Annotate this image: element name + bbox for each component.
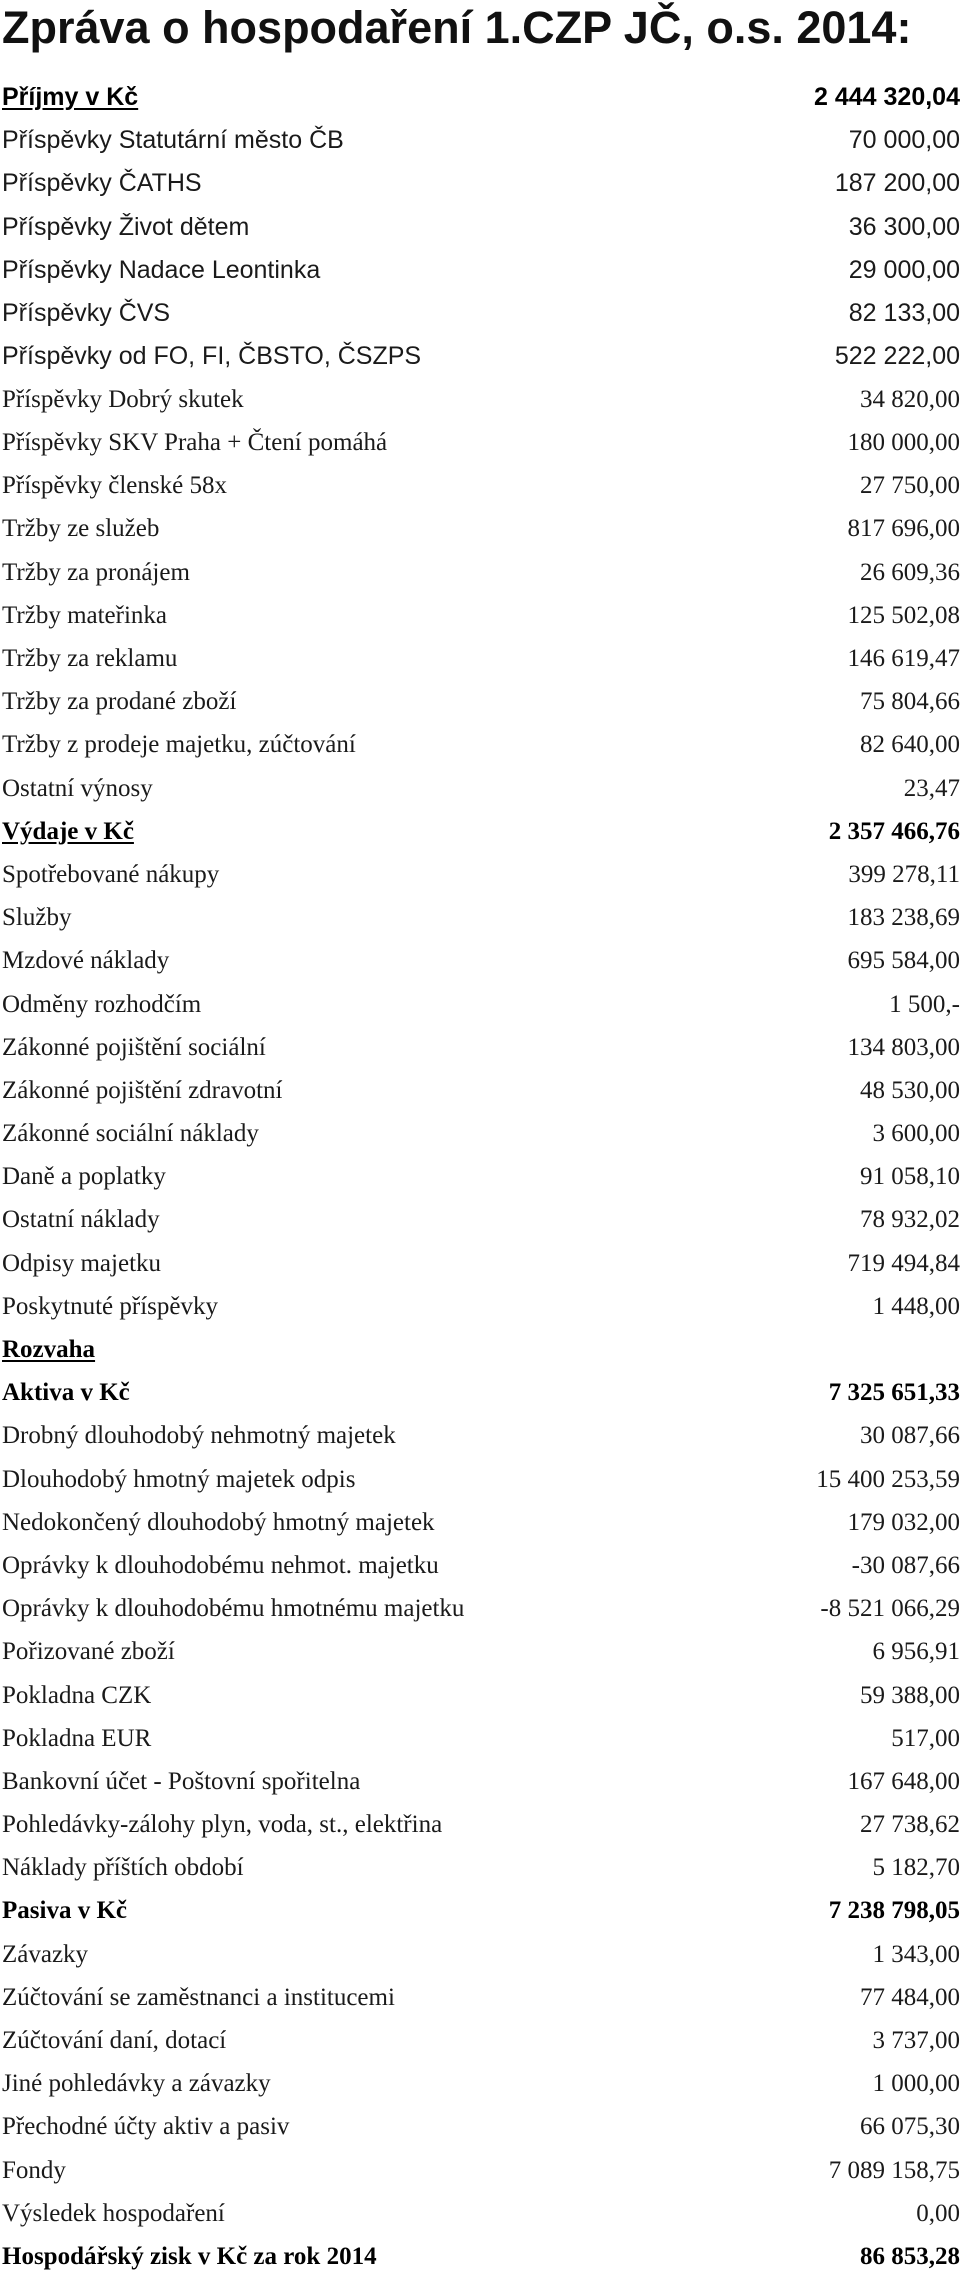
row-label: Příspěvky Statutární město ČB [2,126,344,155]
table-row [2,2149,960,2192]
row-value: 125 502,08 [847,601,960,629]
row-label: Oprávky k dlouhodobému hmotnému majetku [2,1595,465,1623]
row-label: Služby [2,904,72,932]
row-value: 15 400 253,59 [816,1465,960,1493]
table-row [2,551,960,594]
row-label: Mzdové náklady [2,947,170,975]
row-label: Hospodářský zisk v Kč za rok 2014 [2,2242,377,2270]
row-value: 3 600,00 [872,1120,960,1148]
row-value: 48 530,00 [860,1076,960,1104]
row-value: 179 032,00 [847,1508,960,1536]
section-heading-row [2,1372,960,1415]
row-value: 2 357 466,76 [828,817,960,845]
row-label: Příspěvky ČATHS [2,169,202,198]
row-label: Pokladna CZK [2,1681,152,1709]
row-value: 3 737,00 [872,2027,960,2055]
table-row [2,1026,960,1069]
row-label: Výdaje v Kč [2,817,134,845]
row-value: 7 325 651,33 [828,1379,960,1407]
row-label: Náklady příštích období [2,1854,244,1882]
row-value: 70 000,00 [848,126,960,155]
row-label: Pokladna EUR [2,1724,152,1752]
table-row [2,2106,960,2149]
row-label: Zúčtování se zaměstnanci a institucemi [2,1983,395,2011]
row-value: 30 087,66 [860,1422,960,1450]
table-row [2,1631,960,1674]
row-value: 134 803,00 [847,1033,960,1061]
table-row [2,1847,960,1890]
table-row [2,724,960,767]
row-value: -8 521 066,29 [820,1595,960,1623]
row-value: -30 087,66 [851,1551,960,1579]
row-value: 29 000,00 [848,255,960,284]
table-row [2,1156,960,1199]
row-value: 86 853,28 [860,2242,960,2270]
row-value: 1 343,00 [872,1940,960,1968]
table-row [2,1415,960,1458]
row-value: 1 448,00 [872,1292,960,1320]
row-label: Fondy [2,2156,66,2184]
table-row [2,594,960,637]
row-value: 6 956,91 [872,1638,960,1666]
table-row [2,853,960,896]
table-row [2,1976,960,2019]
table-row [2,1588,960,1631]
table-row [2,940,960,983]
row-value: 817 696,00 [847,515,960,543]
table-row [2,1501,960,1544]
row-value: 23,47 [903,774,960,802]
table-row [2,2192,960,2235]
row-label: Daně a poplatky [2,1163,166,1191]
row-value: 0,00 [916,2199,960,2227]
row-label: Dlouhodobý hmotný majetek odpis [2,1465,356,1493]
document-title: Zpráva o hospodaření 1.CZP JČ, o.s. 2014: [2,2,912,53]
row-value: 517,00 [891,1724,960,1752]
section-heading-row [2,1328,960,1371]
row-label: Pohledávky-zálohy plyn, voda, st., elektřina [2,1811,443,1839]
row-label: Oprávky k dlouhodobému nehmot. majetku [2,1551,439,1579]
table-row [2,897,960,940]
row-label: Zúčtování daní, dotací [2,2027,227,2055]
table-row [2,465,960,508]
table-row [2,1760,960,1803]
row-value: 5 182,70 [872,1854,960,1882]
row-value: 78 932,02 [860,1206,960,1234]
table-row [2,206,960,249]
section-heading-row [2,810,960,853]
table-row [2,1458,960,1501]
row-value: 82 133,00 [848,299,960,328]
row-label: Tržby z prodeje majetku, zúčtování [2,731,356,759]
table-row [2,1804,960,1847]
row-value: 180 000,00 [847,429,960,457]
row-label: Příspěvky od FO, FI, ČBSTO, ČSZPS [2,342,422,371]
row-value: 27 738,62 [860,1811,960,1839]
row-label: Zákonné pojištění sociální [2,1033,266,1061]
row-value: 2 444 320,04 [814,83,960,112]
row-label: Závazky [2,1940,89,1968]
row-value: 167 648,00 [847,1767,960,1795]
row-label: Spotřebované nákupy [2,860,220,888]
row-value: 399 278,11 [848,860,960,888]
row-label: Přechodné účty aktiv a pasiv [2,2113,290,2141]
table-row [2,1069,960,1112]
table-row [2,681,960,724]
row-value: 59 388,00 [860,1681,960,1709]
table-row [2,1113,960,1156]
table-row [2,119,960,162]
section-heading-row [2,1890,960,1933]
table-row [2,1674,960,1717]
section-heading-row [2,2235,960,2278]
row-label: Tržby ze služeb [2,515,160,543]
row-label: Aktiva v Kč [2,1379,130,1407]
table-row [2,1285,960,1328]
table-row [2,1717,960,1760]
row-value: 91 058,10 [860,1163,960,1191]
row-label: Ostatní výnosy [2,774,153,802]
row-label: Tržby za pronájem [2,558,190,586]
table-row [2,378,960,421]
row-label: Výsledek hospodaření [2,2199,225,2227]
table-row [2,767,960,810]
row-label: Příspěvky Dobrý skutek [2,385,244,413]
row-label: Zákonné sociální náklady [2,1120,259,1148]
financial-report-table [2,76,960,2279]
section-heading-row [2,76,960,119]
row-value: 82 640,00 [860,731,960,759]
row-value: 187 200,00 [834,169,960,198]
row-label: Bankovní účet - Poštovní spořitelna [2,1767,361,1795]
row-value: 36 300,00 [848,212,960,241]
table-row [2,1199,960,1242]
row-label: Odměny rozhodčím [2,990,202,1018]
row-label: Příspěvky Nadace Leontinka [2,255,321,284]
row-label: Pasiva v Kč [2,1897,127,1925]
row-value: 75 804,66 [860,688,960,716]
row-label: Jiné pohledávky a závazky [2,2070,271,2098]
row-label: Příspěvky Život dětem [2,212,250,241]
row-value: 7 238 798,05 [828,1897,960,1925]
table-row [2,983,960,1026]
row-value: 183 238,69 [847,904,960,932]
row-label: Ostatní náklady [2,1206,160,1234]
table-row [2,1933,960,1976]
table-row [2,2063,960,2106]
row-label: Rozvaha [2,1336,96,1364]
row-value: 146 619,47 [847,645,960,673]
row-value: 34 820,00 [860,385,960,413]
table-row [2,508,960,551]
table-row [2,422,960,465]
row-label: Příspěvky členské 58x [2,472,227,500]
row-value: 522 222,00 [834,342,960,371]
row-value: 719 494,84 [847,1249,960,1277]
table-row [2,637,960,680]
row-value: 27 750,00 [860,472,960,500]
row-label: Příjmy v Kč [2,83,139,112]
table-row [2,335,960,378]
row-label: Příspěvky SKV Praha + Čtení pomáhá [2,429,388,457]
row-label: Pořizované zboží [2,1638,175,1666]
row-value: 77 484,00 [860,1983,960,2011]
row-label: Odpisy majetku [2,1249,162,1277]
row-label: Tržby mateřinka [2,601,168,629]
row-value: 7 089 158,75 [828,2156,960,2184]
table-row [2,1242,960,1285]
row-value: 695 584,00 [847,947,960,975]
row-label: Příspěvky ČVS [2,299,171,328]
table-row [2,162,960,205]
row-value: 66 075,30 [860,2113,960,2141]
row-value: 1 000,00 [872,2070,960,2098]
row-value: 26 609,36 [860,558,960,586]
table-row [2,2019,960,2062]
row-label: Nedokončený dlouhodobý hmotný majetek [2,1508,435,1536]
table-row [2,1544,960,1587]
row-label: Tržby za prodané zboží [2,688,237,716]
row-label: Poskytnuté příspěvky [2,1292,218,1320]
row-label: Tržby za reklamu [2,645,178,673]
row-label: Drobný dlouhodobý nehmotný majetek [2,1422,396,1450]
table-row [2,292,960,335]
row-value: 1 500,- [889,990,960,1018]
row-label: Zákonné pojištění zdravotní [2,1076,283,1104]
table-row [2,249,960,292]
